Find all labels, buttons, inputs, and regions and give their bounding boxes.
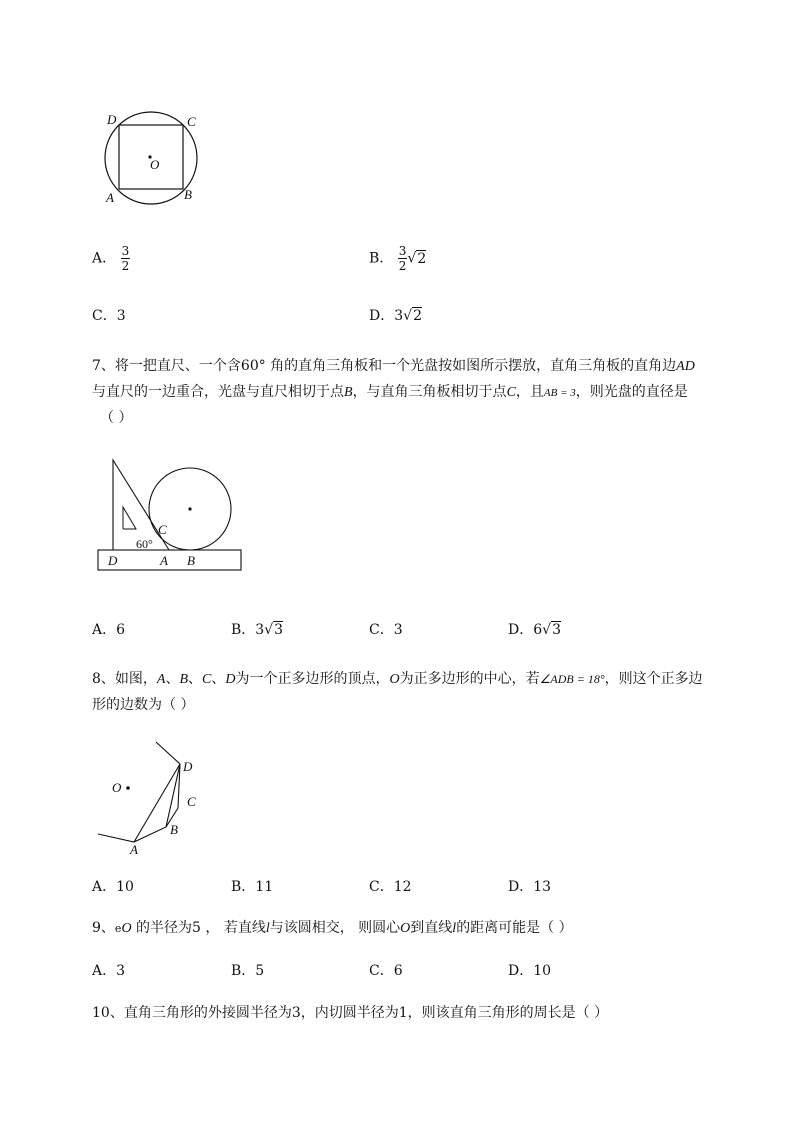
q8-label-b: B [170,822,178,837]
q8-line1 [92,669,703,690]
q7-label-c: C [158,522,167,537]
q7-line2-g: ，则光盘的直径是 [575,384,688,400]
q7-option-d-label: D． [508,622,534,638]
q8-var-a: A [156,672,166,687]
q7-option-c [369,620,403,640]
q8-center-dot [126,786,130,790]
q8-var-c: C [202,672,212,687]
q8-figure [94,738,214,860]
q9-number: 9、 [92,920,115,936]
q7-answer-bracket: （ ） [100,410,133,426]
q9-text-to-line: 到直线 [410,920,453,936]
q8-var-d: D [225,672,236,687]
q6-b-radicand: 2 [417,250,427,267]
q6-option-b-fraction [398,244,408,273]
q7-var-b: B [344,385,353,400]
q7-option-c-label: C． [369,622,394,638]
q7-figure [94,456,248,574]
q7-line2-a: 与直尺的一边重合，光盘与直尺相切于点 [92,384,344,400]
q6-a-numerator: 3 [121,244,130,258]
q6-label-d: D [107,112,117,127]
q7-var-c: C [506,385,516,400]
q8-var-b: B [179,672,189,687]
q9-text-end: 的距离可能是（ ） [456,920,573,936]
q7-b-coef: 3 [255,622,265,638]
q6-option-c [92,306,126,326]
q6-option-d: D．3√2 [369,308,422,324]
q7-option-a [92,620,125,640]
q6-a-denominator: 2 [121,259,130,273]
q9-option-a: A．3 [92,963,126,979]
q7-line2 [92,382,688,403]
q9-option-b: B．5 [231,963,265,979]
q9-var-l: l [265,921,270,936]
q7-option-a-label: A． [92,622,117,638]
q7-option-d: D．6√3 [508,622,561,638]
q9-var-o: O [121,921,132,936]
q8-option-c: C．12 [369,879,412,895]
q7-var-ad: AD [676,359,695,374]
q7-line2-c: ，与直角三角板相切于点 [352,384,507,400]
q6-option-c-value: 3 [116,308,126,324]
q8-line-bd [166,764,180,827]
q8-polygon-edges [98,742,180,842]
q6-label-c: C [187,114,196,129]
q9-var-l-2: l [452,921,457,936]
q7-triangle-inner [123,507,136,529]
q6-label-b: B [184,187,192,202]
q8-formula-angle: ∠ADB = 18° [539,672,605,686]
q8-line1-k: 为正多边形的中心，若 [399,671,540,687]
q7-b-radicand: 3 [274,622,284,638]
q8-label-o: O [112,780,122,795]
q8-sep-1: 、 [165,671,180,687]
q9-option-c: C．6 [369,963,403,979]
q9-text-intersect: 与该圆相交， 则圆心 [269,920,401,936]
q7-formula-ab: AB = 3 [543,387,576,399]
q9-option-d: D．10 [508,963,552,979]
q9-text-radius: 的半径为5 ， 若直线 [131,920,266,936]
q6-label-o: O [150,157,160,172]
q7-option-c-value: 3 [393,622,403,638]
q8-option-b: B．11 [231,879,274,895]
q6-d-radicand: 2 [413,308,422,324]
q9-circle-symbol: e [114,922,122,935]
q6-option-a [92,244,130,273]
q6-option-a-fraction [121,244,131,273]
q7-d-radicand: 3 [552,622,561,638]
q6-b-denominator: 2 [398,259,407,273]
q8-line1-a: 8、如图， [92,671,157,687]
q7-d-coef: 6 [533,622,543,638]
q7-option-b: B．3√3 [231,622,284,638]
q7-label-a: A [160,553,168,568]
q7-option-b-label: B． [231,622,256,638]
q8-line1-m: ，则这个正多边 [604,671,703,687]
q8-var-o: O [389,672,400,687]
q10-line: 10、直角三角形的外接圆半径为3，内切圆半径为1，则该直角三角形的周长是（ ） [92,1005,609,1021]
q8-label-a: A [130,842,138,857]
q7-line1 [92,356,695,377]
q7-line2-e: ，且 [515,384,544,400]
q8-line1-i: 为一个正多边形的顶点， [235,671,390,687]
q8-option-a: A．10 [92,879,134,895]
q7-label-d: D [108,553,118,568]
q8-label-d: D [183,759,193,774]
q6-option-b-label: B． [369,250,394,267]
q8-sep-2: 、 [188,671,203,687]
q7-ruler [98,550,241,570]
q7-label-b: B [187,553,195,568]
q8-line2-text: 形的边数为（ ） [92,697,195,713]
q6-option-c-label: C． [92,308,117,324]
q6-d-coef: 3 [394,308,404,324]
q6-option-b: B． $\frac{3}{2}$ √2 [369,244,427,273]
q8-line2 [92,695,194,715]
q6-label-a: A [106,190,114,205]
q7-line1-text: 7、将一把直尺、一个含60° 角的直角三角板和一个光盘按如图所示摆放，直角三角板的直角边 [92,358,677,374]
q6-option-a-label: A． [92,250,117,267]
q6-figure [100,108,210,208]
q9-var-o-2: O [400,921,411,936]
q7-disc-center [188,507,191,510]
q8-sep-3: 、 [211,671,226,687]
q7-line3 [100,408,132,428]
q8-label-c: C [187,794,196,809]
q8-option-d: D．13 [508,879,552,895]
q7-label-angle: 60° [136,537,153,551]
q6-option-d-label: D． [369,308,395,324]
q6-b-numerator: 3 [398,244,407,258]
q7-option-a-value: 6 [116,622,126,638]
q9-line [92,918,573,939]
